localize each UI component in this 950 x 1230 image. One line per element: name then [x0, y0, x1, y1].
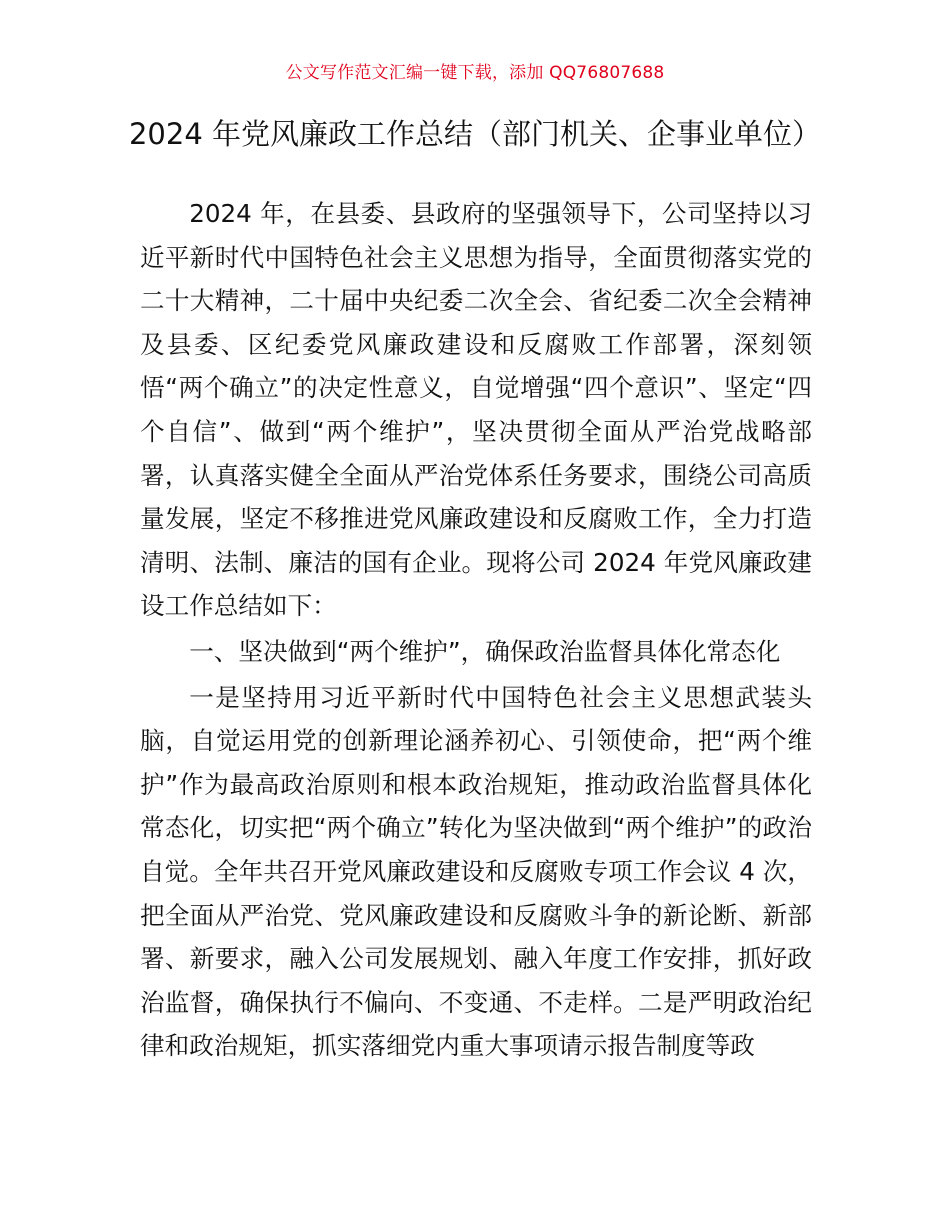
document-title: 2024 年党风廉政工作总结（部门机关、企事业单位） [128, 117, 822, 151]
watermark-header: 公文写作范文汇编一键下载，添加 QQ76807688 [285, 63, 665, 83]
section-1-heading: 一、坚决做到“两个维护”，确保政治监督具体化常态化 [189, 636, 781, 666]
document-body [140, 192, 812, 1068]
intro-paragraph: 2024 年，在县委、县政府的坚强领导下，公司坚持以习近平新时代中国特色社会主义思想为指导，全面贯彻落实党的二十大精神，二十届中央纪委二次全会、省纪委二次全会精神及县委、区纪委党风廉政建设和反腐败工作部署，深刻领悟“两个确立”的决定性意义，自觉增强“四个意识”、坚定“四个自信”、做到“两个维护”，坚决贯彻全面从严治党战略部署，认真落实健全全面从严治党体系任务要求，围绕公司高质量发展，坚定不移推进党风廉政建设和反腐败工作，全力打造清明、法制、廉洁的国有企业。现将公司 2024 年党风廉政建设工作总结如下： [140, 199, 812, 621]
section-1-paragraph: 一是坚持用习近平新时代中国特色社会主义思想武装头脑，自觉运用党的创新理论涵养初心、引领使命，把“两个维护”作为最高政治原则和根本政治规矩，推动政治监督具体化常态化，切实把“两个确立”转化为坚决做到“两个维护”的政治自觉。全年共召开党风廉政建设和反腐败专项工作会议 4 次，把全面从严治党、党风廉政建设和反腐败斗争的新论断、新部署、新要求，融入公司发展规划、融入年度工作安排，抓好政治监督，确保执行不偏向、不变通、不走样。二是严明政治纪律和政治规矩，抓实落细党内重大事项请示报告制度等政 [140, 682, 812, 1061]
